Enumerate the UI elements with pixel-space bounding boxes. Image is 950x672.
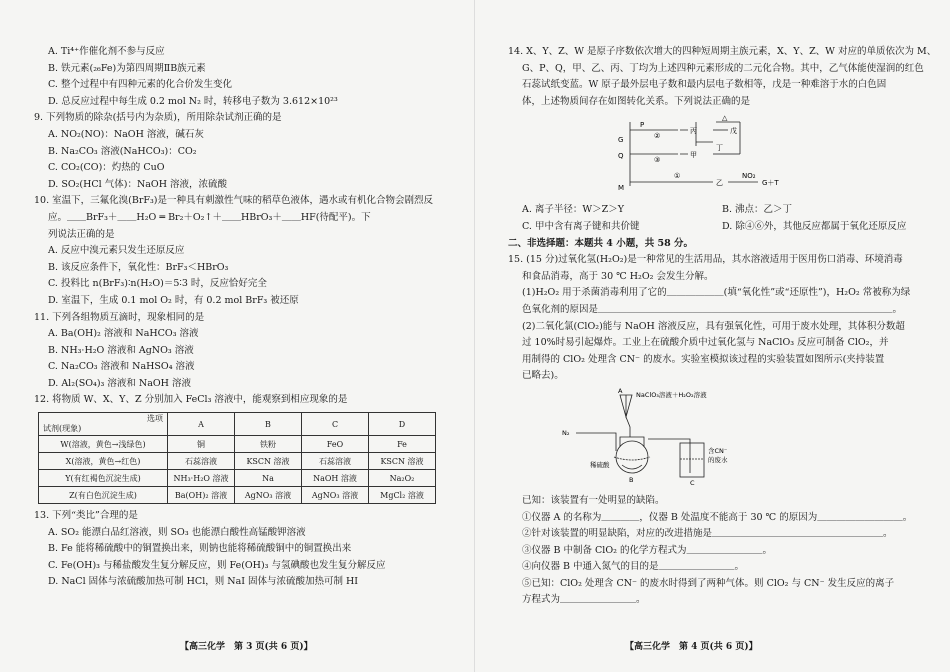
q10-option-c: C. 投料比 n(BrF₃)∶n(H₂O)＝5∶3 时，反应恰好完全 [48,278,267,290]
table-col-c: C [302,413,369,436]
section-heading: 二、非选择题：本题共 4 小题，共 58 分。 [508,237,694,249]
table-cell: NaOH 溶液 [302,470,369,487]
table-cell: KSCN 溶液 [235,453,302,470]
table-corner [39,413,168,436]
q8-option-a: A. Ti⁴⁺作催化剂不参与反应 [48,46,165,57]
q15-part1-2: 色氧化剂的原因是＿＿＿＿＿＿＿＿＿＿＿＿＿＿＿＿＿＿＿＿＿＿＿＿＿＿＿＿＿＿＿。 [522,303,903,315]
label-p: P [640,121,645,130]
table-header-top: 选项 [147,414,163,424]
q11-option-b: B. NH₃·H₂O 溶液和 AgNO₃ 溶液 [48,344,194,356]
table-cell: Na [235,470,302,487]
table-col-b: B [235,413,302,436]
q15-known: 已知：该装置有一处明显的缺陷。 [522,494,665,506]
label-no2: NO₂ [742,172,756,181]
q14-option-b: B. 沸点：乙＞丁 [722,204,793,216]
label-bing: 丙 [690,127,697,136]
table-cell: MgCl₂ 溶液 [369,487,436,504]
table-col-d: D [369,413,436,436]
table-header-bottom: 试剂(现象) [43,424,82,434]
page-footer-right: 【高三化学 第 4 页(共 6 页)】 [625,642,758,652]
label-circle-1: ① [674,172,681,181]
q14-options-row-2 [508,219,920,236]
label-triangle: △ [722,114,728,123]
q15-part1-1: (1)H₂O₂ 用于杀菌消毒利用了它的＿＿＿＿＿＿(填“氧化性”或“还原性”)，H₂O₂ 常被称为绿 [522,287,911,299]
label-n2: N₂ [562,428,570,437]
label-q: Q [618,152,624,161]
table-cell: NH₃·H₂O 溶液 [168,470,235,487]
q13-option-d: D. NaCl 固体与浓硫酸加热可制 HCl，则 NaI 固体与浓硫酸加热可制 HI [48,576,359,588]
q15-sub3: ③仪器 B 中制备 ClO₂ 的化学方程式为＿＿＿＿＿＿＿＿。 [522,544,772,556]
q15-part2-2: 过 10%时易引起爆炸。工业上在硫酸介质中过氧化氢与 NaClO₃ 反应可制备 ClO₂，并 [522,337,889,349]
q10-stem-2: 应。＿＿BrF₃＋＿＿H₂O ═ Br₂＋O₂↑＋＿＿HBrO₃＋＿＿HF(待配平)。下 [48,211,371,223]
table-cell: Na₂O₂ [369,470,436,487]
q15-part2-4: 已略去)。 [522,370,564,382]
q8-option-c: C. 整个过程中有四种元素的化合价发生变化 [48,79,232,91]
q13-option-b: B. Fe 能将稀硫酸中的铜置换出来，则钠也能将稀硫酸铜中的铜置换出来 [48,543,352,555]
q14-stem-2: G、P、Q，甲、乙、丙、丁均为上述四种元素形成的二元化合物。其中，乙气体能使湿润的红色 [522,62,924,74]
q15-sub1: ①仪器 A 的名称为＿＿＿＿，仪器 B 处温度不能高于 30 ℃ 的原因为＿＿＿＿＿＿＿＿＿。 [522,511,913,523]
table-cell: 石蕊溶液 [168,453,235,470]
label-g-plus-t: G＋T [762,179,779,188]
q11-option-a: A. Ba(OH)₂ 溶液和 NaHCO₃ 溶液 [48,328,199,340]
q15-stem-1: 15. (15 分)过氧化氢(H₂O₂)是一种常见的生活用品，其水溶液适用于医用伤口消毒、环境消毒 [508,254,903,266]
q10-option-d: D. 室温下，生成 0.1 mol O₂ 时，有 0.2 mol BrF₃ 被还原 [48,294,299,306]
table-cell: FeO [302,436,369,453]
q12-table [38,412,436,504]
left-column [34,44,454,591]
q9-option-b: B. Na₂CO₃ 溶液(NaHCO₃)：CO₂ [48,145,197,157]
table-row-label: Y(有红褐色沉淀生成) [39,470,168,487]
right-column [508,44,937,609]
q15-sub2: ②针对该装置的明显缺陷，对应的改进措施是＿＿＿＿＿＿＿＿＿＿＿＿＿＿＿＿＿＿。 [522,528,893,540]
q8-option-b: B. 铁元素(₂₆Fe)为第四周期ⅡB族元素 [48,62,206,74]
q8-option-d: D. 总反应过程中每生成 0.2 mol N₂ 时，转移电子数为 3.612×10²³ [48,95,338,107]
table-row-label: W(溶液，黄色→浅绿色) [39,436,168,453]
label-reagent: NaClO₃溶液＋H₂O₂溶液 [636,390,707,399]
q10-stem-1: 10. 室温下，三氟化溴(BrF₃)是一种具有刺激性气味的稻草色液体，遇水或有机化合物会剧烈反 [34,195,433,207]
q15-apparatus-diagram [556,387,776,487]
table-row-label: X(溶液，黄色→红色) [39,453,168,470]
label-waste: 的废水 [708,455,728,464]
q15-part2-3: 用制得的 ClO₂ 处理含 CN⁻ 的废水。实验室模拟该过程的实验装置如图所示(夹持装置 [522,353,885,365]
table-cell: AgNO₃ 溶液 [302,487,369,504]
q12-stem: 12. 将物质 W、X、Y、Z 分别加入 FeCl₃ 溶液中，能观察到相应现象的是 [34,394,348,406]
table-cell: Ba(OH)₂ 溶液 [168,487,235,504]
label-wu: 戊 [730,127,737,136]
label-yi: 乙 [716,179,723,188]
q9-option-d: D. SO₂(HCl 气体)：NaOH 溶液，浓硫酸 [48,178,228,190]
table-row [39,436,436,453]
q15-sub5-2: 方程式为＿＿＿＿＿＿＿＿。 [522,594,646,606]
q14-option-a: A. 离子半径：W＞Z＞Y [522,204,625,216]
table-cell: 石蕊溶液 [302,453,369,470]
q13-stem: 13. 下列“类比”合理的是 [34,510,138,522]
table-cell: Fe [369,436,436,453]
table-row [39,487,436,504]
label-ding: 丁 [716,144,723,153]
page-footer-left: 【高三化学 第 3 页(共 6 页)】 [180,642,313,652]
q14-stem-1: 14. X、Y、Z、W 是原子序数依次增大的四种短周期主族元素，X、Y、Z、W 对应的单质依次为 M、 [508,46,937,57]
label-jia: 甲 [690,151,697,160]
label-g: G [618,136,624,145]
q10-option-b: B. 该反应条件下，氧化性：BrF₃＜HBrO₃ [48,261,229,273]
q14-option-c: C. 甲中含有离子键和共价键 [522,220,640,232]
q15-sub5-1: ⑤已知：ClO₂ 处理含 CN⁻ 的废水时得到了两种气体。则 ClO₂ 与 CN⁻ 发生反应的离子 [522,577,895,589]
label-c: C [690,478,695,487]
q15-part2-1: (2)二氧化氯(ClO₂)能与 NaOH 溶液反应，具有强氧化性，可用于废水处理，其体积分数超 [522,320,905,332]
q10-option-a: A. 反应中溴元素只发生还原反应 [48,245,185,257]
table-row [39,470,436,487]
q14-stem-3: 石蕊试纸变蓝。W 原子最外层电子数和最内层电子数相等，戊是一种难溶于水的白色固 [522,79,887,91]
label-circle-3: ③ [654,156,661,165]
table-cell: 铜 [168,436,235,453]
label-m: M [618,184,625,193]
page-4 [475,0,950,672]
label-dilute-acid: 稀硫酸 [590,460,610,469]
q14-conversion-diagram [618,112,808,196]
q15-stem-2: 和食品消毒，高于 30 ℃ H₂O₂ 会发生分解。 [522,270,714,282]
label-a: A [618,386,623,395]
q14-option-d: D. 除④⑥外，其他反应都属于氧化还原反应 [722,220,907,232]
q10-stem-3: 列说法正确的是 [48,228,115,240]
q9-stem: 9. 下列物质的除杂(括号内为杂质)，所用除杂试剂正确的是 [34,112,282,124]
label-cn: 含CN⁻ [708,446,728,455]
table-cell: KSCN 溶液 [369,453,436,470]
table-row-label: Z(有白色沉淀生成) [39,487,168,504]
table-cell: 铁粉 [235,436,302,453]
q11-option-d: D. Al₂(SO₄)₃ 溶液和 NaOH 溶液 [48,377,191,389]
label-circle-2: ② [654,132,661,141]
q11-option-c: C. Na₂CO₃ 溶液和 NaHSO₄ 溶液 [48,361,195,373]
q14-stem-4: 体，上述物质间存在如图转化关系。下列说法正确的是 [522,95,751,107]
q9-option-c: C. CO₂(CO)：灼热的 CuO [48,162,165,174]
q14-options-row-1 [508,202,920,219]
label-b: B [629,475,634,484]
q13-option-a: A. SO₂ 能漂白品红溶液，则 SO₃ 也能漂白酸性高锰酸钾溶液 [48,526,306,538]
q9-option-a: A. NO₂(NO)：NaOH 溶液，碱石灰 [48,128,204,140]
table-col-a: A [168,413,235,436]
table-cell: AgNO₃ 溶液 [235,487,302,504]
q11-stem: 11. 下列各组物质互滴时，现象相同的是 [34,311,205,323]
q13-option-c: C. Fe(OH)₃ 与稀盐酸发生复分解反应，则 Fe(OH)₃ 与氢碘酸也发生复分解反应 [48,559,386,571]
table-row [39,453,436,470]
q15-sub4: ④向仪器 B 中通入氮气的目的是＿＿＿＿＿＿＿＿。 [522,561,745,573]
